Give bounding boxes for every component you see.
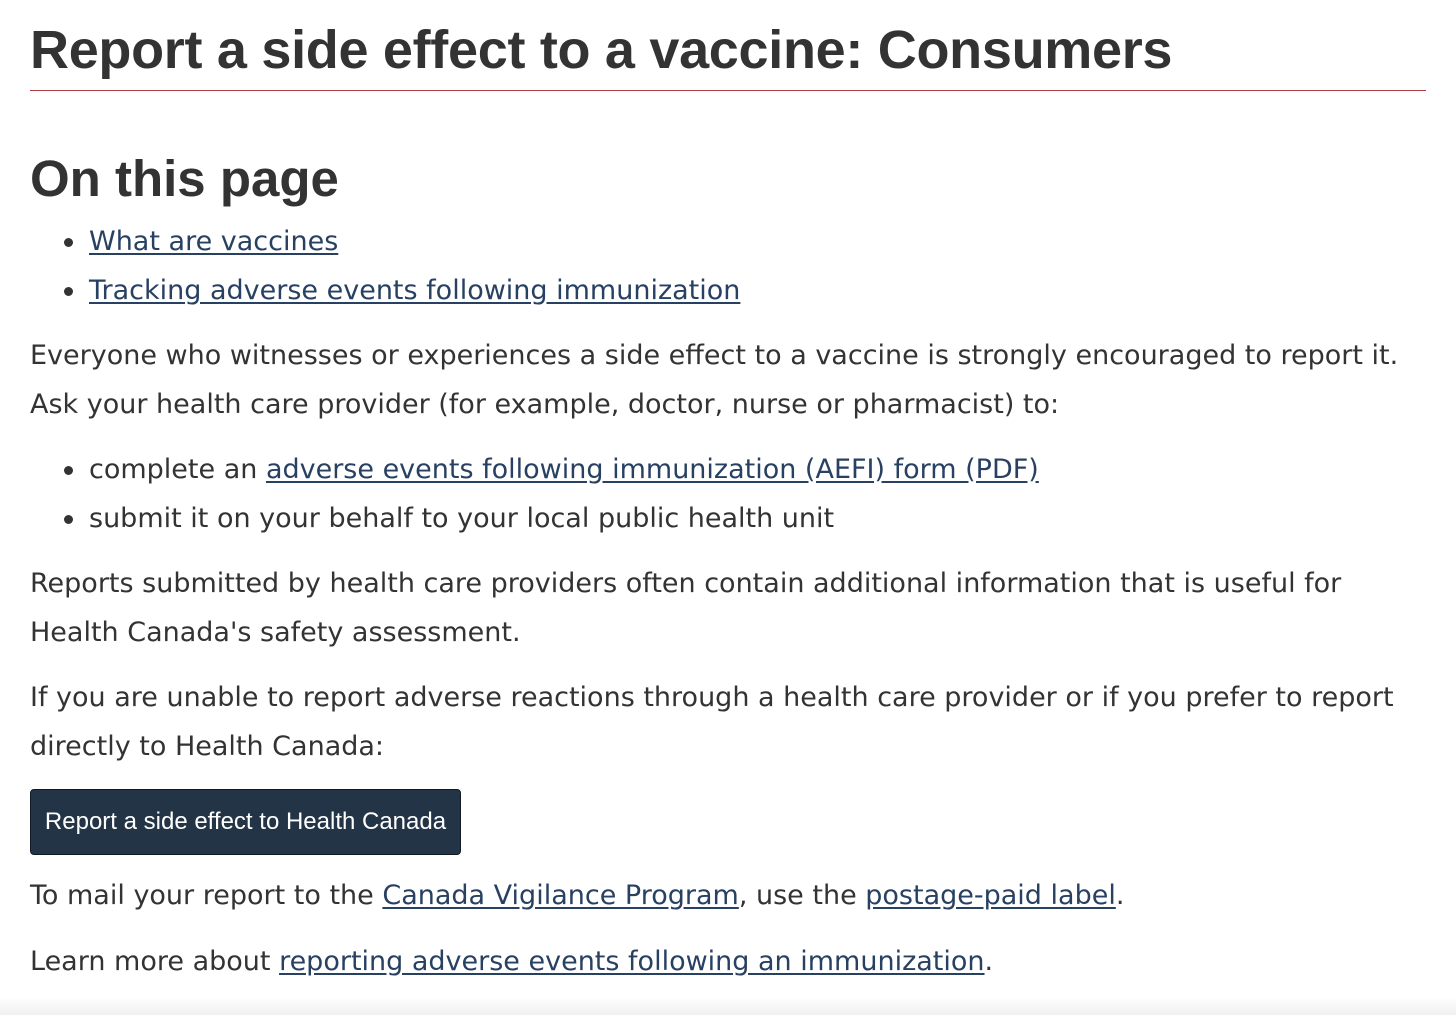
list-item <box>89 494 1426 543</box>
step-text: complete an <box>89 454 266 485</box>
reporting-aefi-link[interactable]: reporting adverse events following an immunization <box>279 946 985 977</box>
mail-prefix: To mail your report to the <box>30 880 383 911</box>
tracking-aefi-link[interactable]: Tracking adverse events following immunization <box>89 275 741 306</box>
page-title: Report a side effect to a vaccine: Consumers <box>30 18 1426 91</box>
reports-paragraph: Reports submitted by health care providers often contain additional information that is useful for Health Canada's safety assessment. <box>30 568 1342 648</box>
provider-steps-list <box>30 445 1426 543</box>
intro-paragraph: Everyone who witnesses or experiences a side effect to a vaccine is strongly encouraged to report it. Ask your health care provider (for example, doctor, nurse or pharmacist) to: <box>30 340 1399 420</box>
learn-prefix: Learn more about <box>30 946 280 977</box>
learn-more-paragraph <box>30 937 1426 986</box>
what-are-vaccines-link[interactable]: What are vaccines <box>89 226 339 257</box>
on-this-page-heading: On this page <box>30 150 339 207</box>
postage-paid-label-link[interactable]: postage-paid label <box>865 880 1116 911</box>
report-side-effect-button[interactable]: Report a side effect to Health Canada <box>30 789 461 855</box>
main-content <box>30 0 1426 986</box>
list-item <box>89 445 1426 494</box>
mail-suffix: . <box>1115 880 1125 911</box>
on-this-page-list <box>30 217 1426 315</box>
list-item <box>89 266 1426 315</box>
mail-middle: , use the <box>738 880 866 911</box>
learn-suffix: . <box>984 946 994 977</box>
bottom-fade-divider <box>0 997 1456 1015</box>
mail-paragraph <box>30 871 1426 920</box>
step-text: submit it on your behalf to your local public health unit <box>89 503 835 534</box>
aefi-form-link[interactable]: adverse events following immunization (AEFI) form (PDF) <box>265 454 1039 485</box>
direct-report-paragraph: If you are unable to report adverse reactions through a health care provider or if you prefer to report directly to Health Canada: <box>30 682 1394 762</box>
canada-vigilance-program-link[interactable]: Canada Vigilance Program <box>382 880 739 911</box>
list-item <box>89 217 1426 266</box>
